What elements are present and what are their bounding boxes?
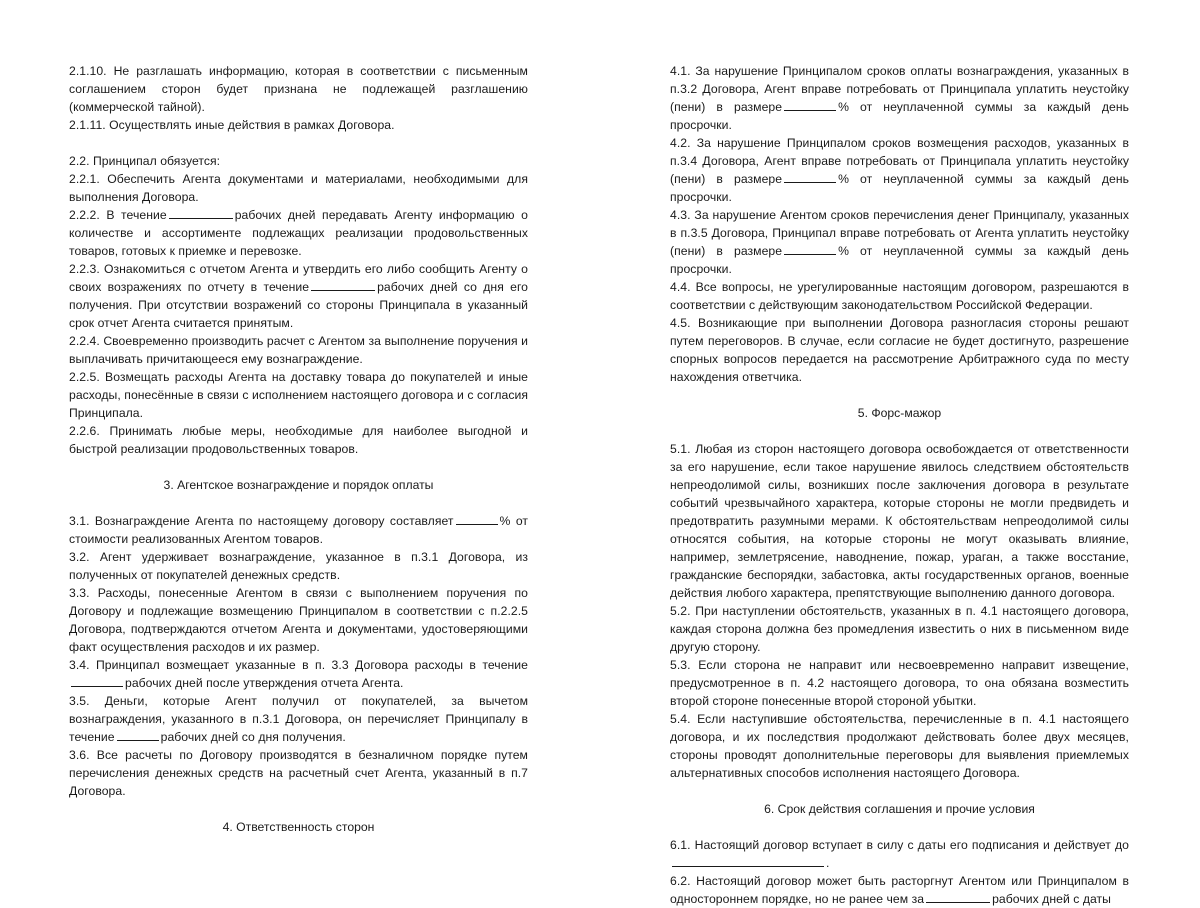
clause-4-1-text-after: % от неуплаченной суммы за каждый день просрочки. bbox=[670, 100, 1129, 132]
clause-2-2-3-text-after: рабочих дней со дня его получения. При отсутствии возражений со стороны Принципала в указанный срок отчет Агента считается принятым. bbox=[69, 280, 529, 330]
clause-5-2: 5.2. При наступлении обстоятельств, указанных в п. 4.1 настоящего договора, каждая сторона должна без промедления известить о них в письменном виде другую сторону. bbox=[670, 604, 1129, 654]
blank-field-penalty-percent-4-3[interactable] bbox=[784, 244, 836, 255]
right-column bbox=[670, 62, 1129, 908]
clause-2-2-3 bbox=[69, 260, 528, 332]
clause-4-5: 4.5. Возникающие при выполнении Договора разногласия стороны решают путем переговоров. В случае, если согласие не будет достигнуто, разрешение спорных вопросов передается на рассмотрение Арбитражного суда по месту нахождения ответчика. bbox=[670, 316, 1129, 384]
clause-6-1 bbox=[670, 836, 1129, 872]
spacer bbox=[670, 386, 1129, 404]
clause-5-3: 5.3. Если сторона не направит или несвоевременно направит извещение, предусмотренное в п. 4.2 настоящего договора, то она обязана возместить второй стороне понесенные второй стороной убытки. bbox=[670, 658, 1129, 708]
spacer bbox=[69, 494, 528, 512]
clause-2-1-11: 2.1.11. Осуществлять иные действия в рамках Договора. bbox=[69, 118, 395, 132]
blank-field-working-days-6-2[interactable] bbox=[926, 892, 990, 903]
clause-3-1-text-before: 3.1. Вознаграждение Агента по настоящему договору составляет bbox=[69, 514, 454, 528]
clause-3-6: 3.6. Все расчеты по Договору производятся в безналичном порядке путем перечисления денежных средств на расчетный счет Агента, указанный в п.7 Договора. bbox=[69, 748, 528, 798]
two-column-body bbox=[0, 62, 1200, 908]
blank-field-penalty-percent-4-1[interactable] bbox=[784, 100, 836, 111]
clause-4-3 bbox=[670, 206, 1129, 278]
clause-4-1-text-before: 4.1. За нарушение Принципалом сроков оплаты вознаграждения, указанных в п.3.2 Договора, Агент вправе потребовать от Принципала уплатить неустойку (пени) в размере bbox=[670, 64, 1129, 114]
clause-4-3-text-after: % от неуплаченной суммы за каждый день просрочки. bbox=[670, 244, 1129, 276]
clause-6-2 bbox=[670, 872, 1129, 908]
spacer bbox=[670, 422, 1129, 440]
section-heading-4: 4. Ответственность сторон bbox=[222, 820, 375, 834]
clause-4-2-text-before: 4.2. За нарушение Принципалом сроков возмещения расходов, указанных в п.3.4 Договора, Агент вправе потребовать от Принципала уплатить неустойку (пени) в размере bbox=[670, 136, 1129, 186]
section-heading-3: 3. Агентское вознаграждение и порядок оплаты bbox=[163, 478, 434, 492]
clause-4-3-text-before: 4.3. За нарушение Агентом сроков перечисления денег Принципалу, указанных в п.3.5 Договора, Принципал вправе потребовать от Агента уплатить неустойку (пени) в размере bbox=[670, 208, 1129, 258]
section-heading-6: 6. Срок действия соглашения и прочие условия bbox=[764, 802, 1035, 816]
clause-3-1-text-after: % от стоимости реализованных Агентом товаров. bbox=[69, 514, 529, 546]
clause-2-2-1: 2.2.1. Обеспечить Агента документами и материалами, необходимыми для выполнения Договора. bbox=[69, 172, 528, 204]
blank-field-working-days-2-2-2[interactable] bbox=[169, 208, 233, 219]
clause-6-2-text-before: 6.2. Настоящий договор может быть расторгнут Агентом или Принципалом в одностороннем порядке, но не ранее чем за bbox=[670, 874, 1129, 906]
clause-6-1-text-after: . bbox=[826, 856, 830, 870]
clause-6-1-text-before: 6.1. Настоящий договор вступает в силу с даты его подписания и действует до bbox=[670, 838, 1129, 852]
spacer bbox=[69, 134, 528, 152]
clause-4-2-text-after: % от неуплаченной суммы за каждый день просрочки. bbox=[670, 172, 1129, 204]
blank-field-expiry-date-6-1[interactable] bbox=[672, 856, 824, 867]
blank-field-working-days-3-4[interactable] bbox=[71, 676, 123, 687]
blank-field-working-days-2-2-3[interactable] bbox=[311, 280, 375, 291]
clause-5-4: 5.4. Если наступившие обстоятельства, перечисленные в п. 4.1 настоящего договора, и их последствия продолжают действовать более двух месяцев, стороны проводят дополнительные переговоры для выявления приемлемых альтернативных способов исполнения настоящего Договора. bbox=[670, 712, 1129, 780]
clause-3-3: 3.3. Расходы, понесенные Агентом в связи с выполнением поручения по Договору и подлежащие возмещению Принципалом в соответствии с п.2.2.5 Договора, подтверждаются отчетом Агента и документами, удостоверяющими факт осуществления расходов и их размер. bbox=[69, 586, 528, 654]
clause-2-2-5: 2.2.5. Возмещать расходы Агента на доставку товара до покупателей и иные расходы, понесённые в связи с исполнением настоящего договора и с согласия Принципала. bbox=[69, 370, 528, 420]
clause-2-2: 2.2. Принципал обязуется: bbox=[69, 154, 221, 168]
clause-3-5-text-after: рабочих дней со дня получения. bbox=[160, 730, 346, 744]
clause-2-2-4: 2.2.4. Своевременно производить расчет с Агентом за выполнение поручения и выплачивать причитающееся ему вознаграждение. bbox=[69, 334, 528, 366]
left-column bbox=[69, 62, 528, 836]
blank-field-percent-3-1[interactable] bbox=[456, 514, 498, 525]
clause-2-2-6: 2.2.6. Принимать любые меры, необходимые для наиболее выгодной и быстрой реализации продовольственных товаров. bbox=[69, 424, 528, 456]
clause-3-4-text-before: 3.4. Принципал возмещает указанные в п. 3.3 Договора расходы в течение bbox=[69, 658, 528, 672]
clause-3-4-text-after: рабочих дней после утверждения отчета Агента. bbox=[125, 676, 404, 690]
clause-6-2-text-after: рабочих дней с даты bbox=[992, 892, 1111, 906]
section-heading-5: 5. Форс-мажор bbox=[857, 406, 942, 420]
clause-4-2 bbox=[670, 134, 1129, 206]
clause-3-1 bbox=[69, 512, 528, 548]
clause-3-2: 3.2. Агент удерживает вознаграждение, указанное в п.3.1 Договора, из полученных от покупателей денежных средств. bbox=[69, 550, 528, 582]
clause-2-1-10: 2.1.10. Не разглашать информацию, которая в соответствии с письменным соглашением сторон будет признана не подлежащей разглашению (коммерческой тайной). bbox=[69, 64, 528, 114]
clause-5-1: 5.1. Любая из сторон настоящего договора освобождается от ответственности за его нарушение, если такое нарушение явилось следствием обстоятельств непреодолимой силы, возникших после заключения договора в результате событий чрезвычайного характера, которые стороны не могли предвидеть и предотвратить разумными мерами. К обстоятельствам непреодолимой силы относятся события, на которые стороны не могут оказывать влияние, например, землетрясение, наводнение, пожар, ураган, а также восстание, гражданские беспорядки, забастовка, акты государственных органов, военные действия любого характера, препятствующие выполнению данного договора. bbox=[670, 442, 1129, 600]
spacer bbox=[670, 818, 1129, 836]
clause-2-2-2-text-after: рабочих дней передавать Агенту информацию о количестве и ассортименте подлежащих реализации продовольственных товаров, готовых к приемке и перевозке. bbox=[69, 208, 528, 258]
clause-2-2-2 bbox=[69, 206, 528, 260]
clause-2-2-3-text-before: 2.2.3. Ознакомиться с отчетом Агента и утвердить его либо сообщить Агенту о своих возражениях по отчету в течение bbox=[69, 262, 528, 294]
spacer bbox=[670, 782, 1129, 800]
clause-3-5 bbox=[69, 692, 528, 746]
clause-4-1 bbox=[670, 62, 1129, 134]
clause-3-4 bbox=[69, 656, 528, 692]
spacer bbox=[69, 458, 528, 476]
blank-field-penalty-percent-4-2[interactable] bbox=[784, 172, 836, 183]
blank-field-working-days-3-5[interactable] bbox=[117, 730, 159, 741]
spacer bbox=[69, 800, 528, 818]
clause-2-2-2-text-before: 2.2.2. В течение bbox=[69, 208, 167, 222]
clause-3-5-text-before: 3.5. Деньги, которые Агент получил от покупателей, за вычетом вознаграждения, указанного в п.3.1 Договора, он перечисляет Принципалу в течение bbox=[69, 694, 528, 744]
clause-4-4: 4.4. Все вопросы, не урегулированные настоящим договором, разрешаются в соответствии с действующим законодательством Российской Федерации. bbox=[670, 280, 1129, 312]
